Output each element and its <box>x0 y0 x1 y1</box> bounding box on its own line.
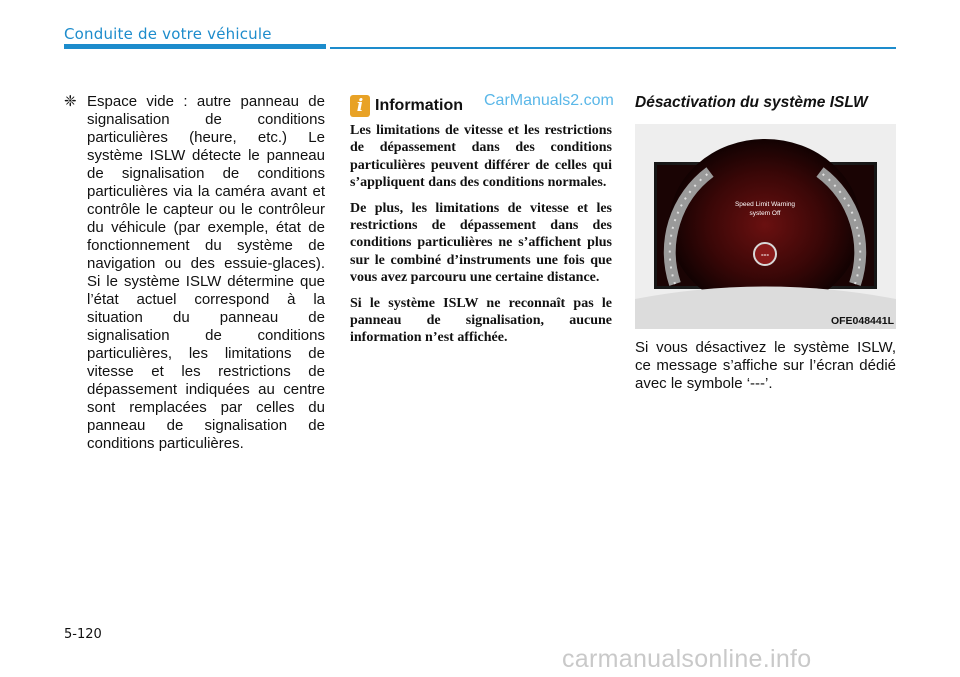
instrument-cluster-image <box>635 124 896 329</box>
information-paragraph-3: Si le système ISLW ne reconnaît pas le panneau de signalisation, aucune information n’est affichée. <box>350 295 612 346</box>
header-section-title: Conduite de votre véhicule <box>64 25 272 43</box>
footer-watermark[interactable]: carmanualsonline.info <box>562 645 812 673</box>
figure-code: OFE048441L <box>830 315 894 327</box>
speed-sign-symbol: --- <box>761 250 769 259</box>
section-title-deactivation: Désactivation du système ISLW <box>635 94 868 111</box>
column-special-conditions <box>64 93 325 453</box>
information-paragraph-1: Les limitations de vitesse et les restrictions de dépassement dans des conditions particulières peuvent différer de celles qui s’appliquent dans des conditions normales. <box>350 123 612 191</box>
information-paragraph-2: De plus, les limitations de vitesse et les restrictions de dépassement dans des conditions particulières ne s’affichent plus sur le combiné d’instruments une fois que vous avez parcouru une certaine distance. <box>350 200 612 286</box>
bullet-mark: ❈ <box>64 93 77 110</box>
display-line-2: system Off <box>749 210 781 217</box>
page-number: 5-120 <box>64 627 102 642</box>
header-rule-thick <box>64 44 326 49</box>
display-line-1: Speed Limit Warning <box>734 201 796 208</box>
information-header <box>350 94 463 118</box>
information-title: Information <box>375 97 463 114</box>
cluster-figure <box>635 124 896 329</box>
header-rule-thin <box>330 47 896 49</box>
cluster-glow <box>669 139 861 311</box>
info-icon: i <box>350 95 370 117</box>
deactivation-paragraph: Si vous désactivez le système ISLW, ce message s’affiche sur l’écran dédié avec le symbole ‘---’. <box>635 339 896 392</box>
deactivation-body <box>635 339 896 393</box>
information-body <box>350 122 612 355</box>
special-conditions-text: Espace vide : autre panneau de signalisation de conditions particulières (heure, etc.) Le système ISLW détecte le panneau de signalisation de conditions particulières via la caméra avant et contrôle le capteur ou le contrôleur du véhicule (par exemple, état de fonctionnement du système de navigation ou des essuie-glaces). Si le système ISLW détermine que l’état actuel correspond à la situation du panneau de signalisation de conditions particulières, les limitations de vitesse et les restrictions de dépassement indiquées au centre sont remplacées par celles du panneau de signalisation de conditions particulières. <box>87 93 325 452</box>
watermark-carmanuals[interactable]: CarManuals2.com <box>484 92 614 109</box>
special-conditions-paragraph <box>64 93 325 453</box>
